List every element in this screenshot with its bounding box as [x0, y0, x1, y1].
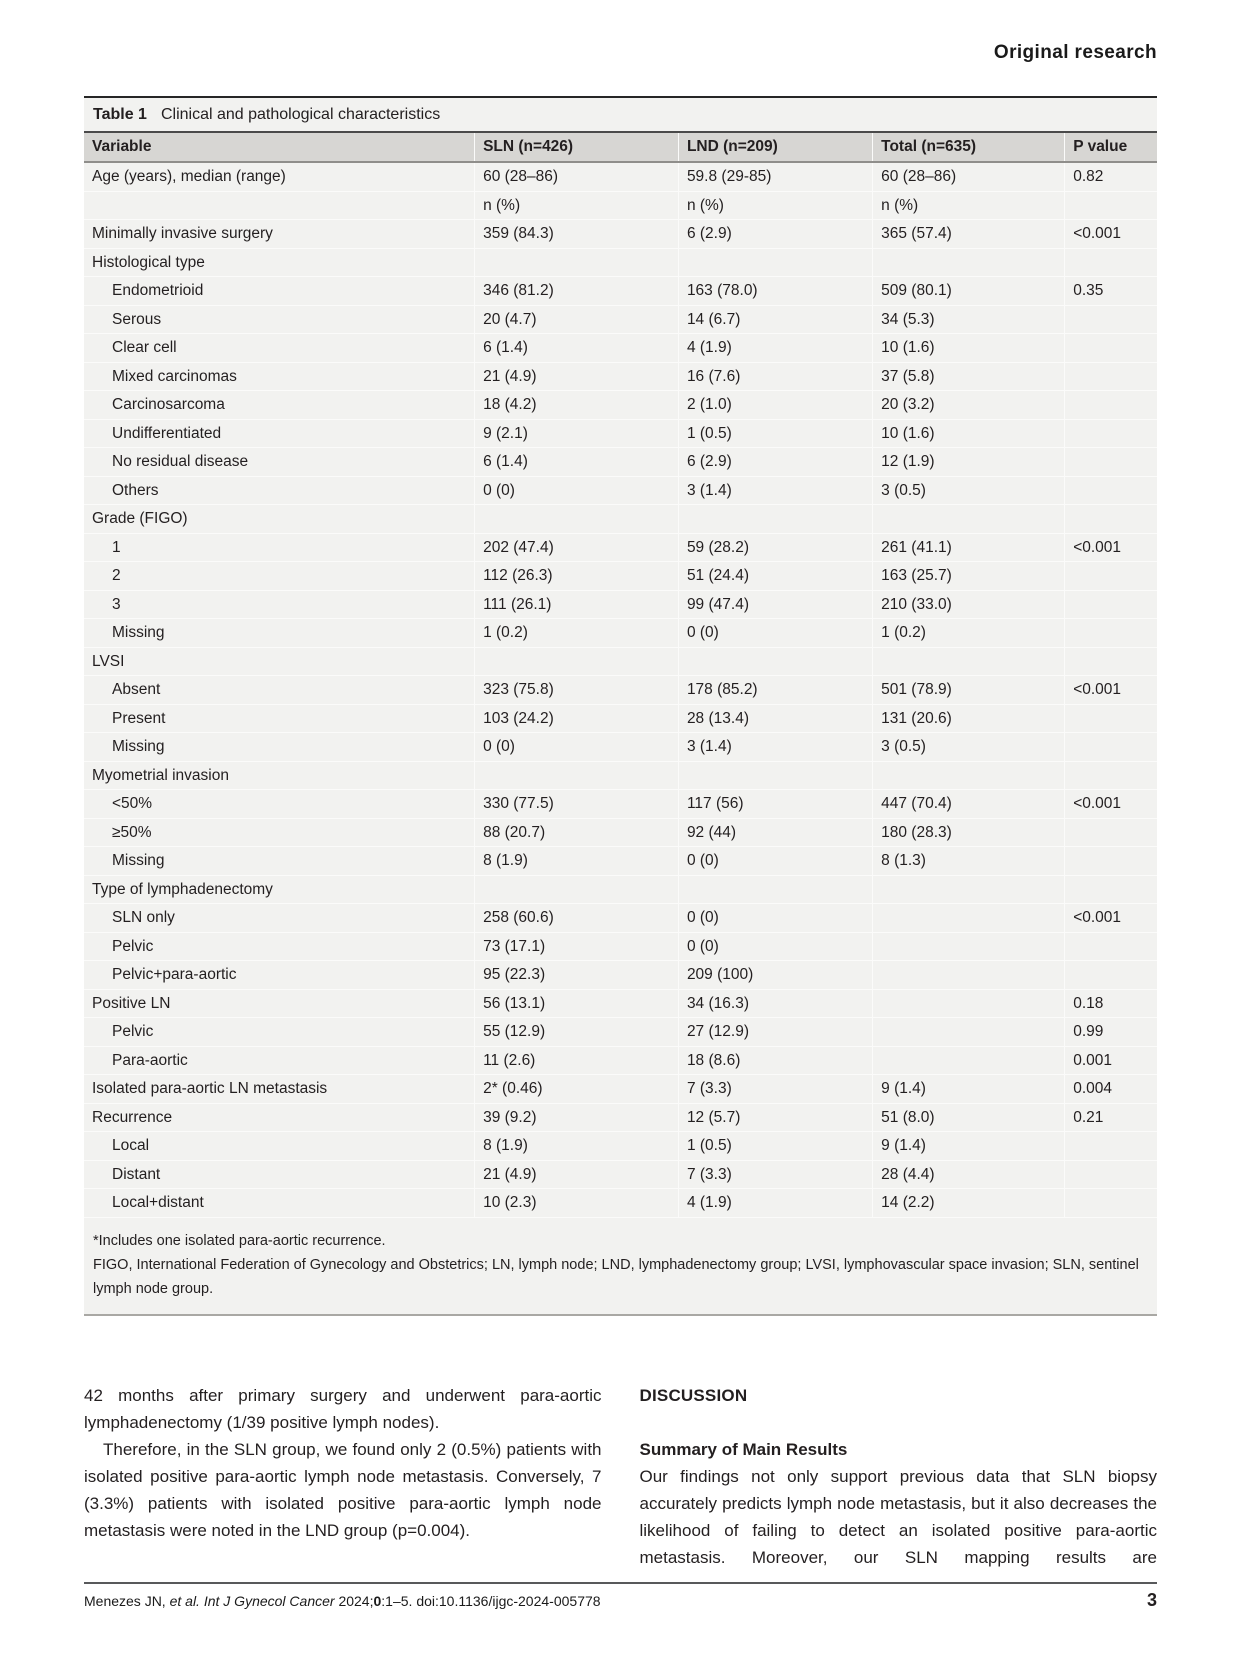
lnd-cell: 3 (1.4)	[678, 733, 872, 762]
pvalue-cell	[1065, 590, 1157, 619]
total-cell: 8 (1.3)	[873, 847, 1065, 876]
variable-cell: Clear cell	[84, 334, 475, 363]
sln-cell: 112 (26.3)	[475, 562, 679, 591]
sln-cell: 9 (2.1)	[475, 419, 679, 448]
variable-cell: Myometrial invasion	[84, 761, 475, 790]
pvalue-cell	[1065, 875, 1157, 904]
variable-cell: Missing	[84, 619, 475, 648]
lnd-cell	[678, 875, 872, 904]
sln-cell: 103 (24.2)	[475, 704, 679, 733]
column-header-lnd: LND (n=209)	[678, 133, 872, 162]
lnd-cell: 6 (2.9)	[678, 220, 872, 249]
left-column	[84, 1382, 602, 1571]
sln-cell: 56 (13.1)	[475, 989, 679, 1018]
sln-cell	[475, 505, 679, 534]
citation-year: 2024;	[334, 1593, 374, 1609]
pvalue-cell: 0.82	[1065, 162, 1157, 191]
pvalue-cell	[1065, 932, 1157, 961]
table-row	[84, 1189, 1157, 1218]
right-column	[640, 1382, 1158, 1571]
summary-subheading: Summary of Main Results	[639, 1440, 848, 1459]
table-footnotes	[84, 1218, 1157, 1316]
pvalue-cell	[1065, 305, 1157, 334]
variable-cell: Isolated para-aortic LN metastasis	[84, 1075, 475, 1104]
lnd-cell: 2 (1.0)	[678, 391, 872, 420]
variable-cell: Grade (FIGO)	[84, 505, 475, 534]
variable-cell	[84, 191, 475, 220]
column-header-variable: Variable	[84, 133, 475, 162]
pvalue-cell	[1065, 191, 1157, 220]
variable-cell: <50%	[84, 790, 475, 819]
table-row	[84, 476, 1157, 505]
total-cell: 10 (1.6)	[873, 334, 1065, 363]
sln-cell: 60 (28–86)	[475, 162, 679, 191]
total-cell: 60 (28–86)	[873, 162, 1065, 191]
sln-cell	[475, 647, 679, 676]
variable-cell: Carcinosarcoma	[84, 391, 475, 420]
sln-cell: 0 (0)	[475, 733, 679, 762]
total-cell	[873, 1046, 1065, 1075]
total-cell	[873, 647, 1065, 676]
sln-cell: 10 (2.3)	[475, 1189, 679, 1218]
total-cell	[873, 505, 1065, 534]
pvalue-cell	[1065, 391, 1157, 420]
pvalue-cell	[1065, 1189, 1157, 1218]
total-cell: 509 (80.1)	[873, 277, 1065, 306]
total-cell	[873, 989, 1065, 1018]
lnd-cell: 0 (0)	[678, 904, 872, 933]
pvalue-cell: 0.001	[1065, 1046, 1157, 1075]
variable-cell: Pelvic+para-aortic	[84, 961, 475, 990]
table-row	[84, 733, 1157, 762]
sln-cell	[475, 875, 679, 904]
lnd-cell: 7 (3.3)	[678, 1075, 872, 1104]
citation-journal: et al. Int J Gynecol Cancer	[169, 1593, 335, 1609]
table-row	[84, 989, 1157, 1018]
lnd-cell	[678, 505, 872, 534]
variable-cell: 1	[84, 533, 475, 562]
sln-cell: 11 (2.6)	[475, 1046, 679, 1075]
sln-cell: 8 (1.9)	[475, 847, 679, 876]
total-cell: 180 (28.3)	[873, 818, 1065, 847]
table-section-row	[84, 875, 1157, 904]
total-cell: 365 (57.4)	[873, 220, 1065, 249]
variable-cell: Pelvic	[84, 1018, 475, 1047]
sln-cell: 330 (77.5)	[475, 790, 679, 819]
sln-cell: 73 (17.1)	[475, 932, 679, 961]
pvalue-cell	[1065, 1160, 1157, 1189]
sln-cell: 2* (0.46)	[475, 1075, 679, 1104]
variable-cell: ≥50%	[84, 818, 475, 847]
pvalue-cell	[1065, 847, 1157, 876]
lnd-cell: 16 (7.6)	[678, 362, 872, 391]
variable-cell: Positive LN	[84, 989, 475, 1018]
sln-cell	[475, 761, 679, 790]
sln-cell: 20 (4.7)	[475, 305, 679, 334]
pvalue-cell	[1065, 818, 1157, 847]
pvalue-cell	[1065, 248, 1157, 277]
pvalue-cell: 0.004	[1065, 1075, 1157, 1104]
variable-cell: Undifferentiated	[84, 419, 475, 448]
sln-cell: 258 (60.6)	[475, 904, 679, 933]
total-cell	[873, 904, 1065, 933]
lnd-cell: 1 (0.5)	[678, 1132, 872, 1161]
total-cell: 37 (5.8)	[873, 362, 1065, 391]
sln-cell: 95 (22.3)	[475, 961, 679, 990]
table-row	[84, 932, 1157, 961]
lnd-cell: 178 (85.2)	[678, 676, 872, 705]
paragraph-summary: Our findings not only support previous data that SLN biopsy accurately predicts lymph node metastasis, but it also decreases the likelihood of failing to detect an isolated positive para-aortic metastasis. Moreover, our SLN mapping results are	[639, 1467, 1157, 1567]
lnd-cell: 18 (8.6)	[678, 1046, 872, 1075]
sln-cell: n (%)	[475, 191, 679, 220]
table-row	[84, 1160, 1157, 1189]
lnd-cell: 34 (16.3)	[678, 989, 872, 1018]
table-section-row	[84, 761, 1157, 790]
body-text	[84, 1382, 1157, 1571]
sln-cell: 21 (4.9)	[475, 1160, 679, 1189]
total-cell: 3 (0.5)	[873, 733, 1065, 762]
lnd-cell	[678, 761, 872, 790]
pvalue-cell: <0.001	[1065, 790, 1157, 819]
total-cell	[873, 961, 1065, 990]
discussion-heading: DISCUSSION	[639, 1386, 748, 1405]
column-header-pvalue: P value	[1065, 133, 1157, 162]
total-cell: 501 (78.9)	[873, 676, 1065, 705]
table-section-row	[84, 248, 1157, 277]
table-caption: Clinical and pathological characteristics	[160, 106, 441, 123]
table-row	[84, 1018, 1157, 1047]
table-row	[84, 191, 1157, 220]
lnd-cell: 59.8 (29-85)	[678, 162, 872, 191]
lnd-cell	[678, 647, 872, 676]
variable-cell: Para-aortic	[84, 1046, 475, 1075]
total-cell: 261 (41.1)	[873, 533, 1065, 562]
table-section-row	[84, 505, 1157, 534]
table-row	[84, 277, 1157, 306]
lnd-cell: 99 (47.4)	[678, 590, 872, 619]
citation	[84, 1593, 601, 1609]
lnd-cell: 7 (3.3)	[678, 1160, 872, 1189]
footnote-abbreviations: FIGO, International Federation of Gynecology and Obstetrics; LN, lymph node; LND, lymphadenectomy group; LVSI, lymphovascular space invasion; SLN, sentinel lymph node group.	[93, 1256, 1139, 1297]
lnd-cell: 4 (1.9)	[678, 1189, 872, 1218]
variable-cell: Others	[84, 476, 475, 505]
footnote-asterisk: *Includes one isolated para-aortic recurrence.	[93, 1232, 386, 1249]
table-row	[84, 1132, 1157, 1161]
pvalue-cell	[1065, 761, 1157, 790]
total-cell	[873, 875, 1065, 904]
table-row	[84, 790, 1157, 819]
table-row	[84, 961, 1157, 990]
total-cell: 447 (70.4)	[873, 790, 1065, 819]
paragraph-therefore: Therefore, in the SLN group, we found only 2 (0.5%) patients with isolated positive para-aortic lymph node metastasis. Conversely, 7 (3.3%) patients with isolated positive para-aortic lymph node metastasis were noted in the LND group (p=0.004).	[84, 1440, 602, 1540]
table-row	[84, 904, 1157, 933]
sln-cell: 39 (9.2)	[475, 1103, 679, 1132]
citation-authors: Menezes JN,	[84, 1593, 170, 1609]
paragraph-continuation: 42 months after primary surgery and underwent para-aortic lymphadenectomy (1/39 positive lymph nodes).	[84, 1386, 602, 1432]
pvalue-cell	[1065, 961, 1157, 990]
variable-cell: Histological type	[84, 248, 475, 277]
variable-cell: Absent	[84, 676, 475, 705]
table-row	[84, 562, 1157, 591]
lnd-cell	[678, 248, 872, 277]
total-cell: 12 (1.9)	[873, 448, 1065, 477]
pvalue-cell: <0.001	[1065, 904, 1157, 933]
sln-cell: 202 (47.4)	[475, 533, 679, 562]
total-cell: 9 (1.4)	[873, 1132, 1065, 1161]
variable-cell: Minimally invasive surgery	[84, 220, 475, 249]
total-cell: n (%)	[873, 191, 1065, 220]
lnd-cell: 209 (100)	[678, 961, 872, 990]
pvalue-cell	[1065, 619, 1157, 648]
variable-cell: Pelvic	[84, 932, 475, 961]
sln-cell: 0 (0)	[475, 476, 679, 505]
lnd-cell: n (%)	[678, 191, 872, 220]
lnd-cell: 51 (24.4)	[678, 562, 872, 591]
variable-cell: Missing	[84, 733, 475, 762]
lnd-cell: 14 (6.7)	[678, 305, 872, 334]
variable-cell: No residual disease	[84, 448, 475, 477]
pvalue-cell: 0.35	[1065, 277, 1157, 306]
pvalue-cell: 0.99	[1065, 1018, 1157, 1047]
table-row	[84, 818, 1157, 847]
total-cell: 10 (1.6)	[873, 419, 1065, 448]
total-cell: 9 (1.4)	[873, 1075, 1065, 1104]
variable-cell: LVSI	[84, 647, 475, 676]
pvalue-cell	[1065, 362, 1157, 391]
table-row	[84, 334, 1157, 363]
sln-cell: 21 (4.9)	[475, 362, 679, 391]
variable-cell: Distant	[84, 1160, 475, 1189]
sln-cell: 18 (4.2)	[475, 391, 679, 420]
table-row	[84, 590, 1157, 619]
pvalue-cell: 0.18	[1065, 989, 1157, 1018]
table-row	[84, 676, 1157, 705]
variable-cell: Missing	[84, 847, 475, 876]
pvalue-cell	[1065, 476, 1157, 505]
sln-cell: 1 (0.2)	[475, 619, 679, 648]
lnd-cell: 117 (56)	[678, 790, 872, 819]
pvalue-cell	[1065, 419, 1157, 448]
pvalue-cell	[1065, 448, 1157, 477]
pvalue-cell	[1065, 334, 1157, 363]
sln-cell: 6 (1.4)	[475, 448, 679, 477]
table-row	[84, 220, 1157, 249]
lnd-cell: 27 (12.9)	[678, 1018, 872, 1047]
variable-cell: 3	[84, 590, 475, 619]
total-cell	[873, 248, 1065, 277]
total-cell: 163 (25.7)	[873, 562, 1065, 591]
lnd-cell: 59 (28.2)	[678, 533, 872, 562]
variable-cell: Present	[84, 704, 475, 733]
pvalue-cell	[1065, 733, 1157, 762]
lnd-cell: 163 (78.0)	[678, 277, 872, 306]
pvalue-cell	[1065, 1132, 1157, 1161]
sln-cell: 359 (84.3)	[475, 220, 679, 249]
table-row	[84, 1046, 1157, 1075]
sln-cell: 55 (12.9)	[475, 1018, 679, 1047]
journal-section-label: Original research	[993, 42, 1157, 63]
table-row	[84, 162, 1157, 191]
table-row	[84, 847, 1157, 876]
table-body	[84, 162, 1157, 1217]
table-row	[84, 391, 1157, 420]
variable-cell: Mixed carcinomas	[84, 362, 475, 391]
total-cell: 14 (2.2)	[873, 1189, 1065, 1218]
pvalue-cell	[1065, 505, 1157, 534]
sln-cell: 8 (1.9)	[475, 1132, 679, 1161]
variable-cell: Local+distant	[84, 1189, 475, 1218]
pvalue-cell: <0.001	[1065, 676, 1157, 705]
total-cell: 34 (5.3)	[873, 305, 1065, 334]
lnd-cell: 0 (0)	[678, 932, 872, 961]
total-cell: 210 (33.0)	[873, 590, 1065, 619]
lnd-cell: 4 (1.9)	[678, 334, 872, 363]
citation-doi: :1–5. doi:10.1136/ijgc-2024-005778	[381, 1593, 601, 1609]
clinical-characteristics-table	[84, 133, 1157, 1218]
table-row	[84, 448, 1157, 477]
table-row	[84, 619, 1157, 648]
total-cell: 3 (0.5)	[873, 476, 1065, 505]
sln-cell: 88 (20.7)	[475, 818, 679, 847]
variable-cell: Age (years), median (range)	[84, 162, 475, 191]
table-row	[84, 1075, 1157, 1104]
variable-cell: Local	[84, 1132, 475, 1161]
lnd-cell: 1 (0.5)	[678, 419, 872, 448]
lnd-cell: 0 (0)	[678, 847, 872, 876]
table-row	[84, 362, 1157, 391]
table-row	[84, 704, 1157, 733]
variable-cell: SLN only	[84, 904, 475, 933]
variable-cell: Endometrioid	[84, 277, 475, 306]
lnd-cell: 12 (5.7)	[678, 1103, 872, 1132]
table-row	[84, 419, 1157, 448]
table-header-row	[84, 133, 1157, 162]
lnd-cell: 28 (13.4)	[678, 704, 872, 733]
table-row	[84, 533, 1157, 562]
pvalue-cell: 0.21	[1065, 1103, 1157, 1132]
table-section-row	[84, 647, 1157, 676]
sln-cell	[475, 248, 679, 277]
lnd-cell: 6 (2.9)	[678, 448, 872, 477]
sln-cell: 323 (75.8)	[475, 676, 679, 705]
pvalue-cell: <0.001	[1065, 533, 1157, 562]
pvalue-cell	[1065, 647, 1157, 676]
column-header-total: Total (n=635)	[873, 133, 1065, 162]
lnd-cell: 0 (0)	[678, 619, 872, 648]
table-row	[84, 305, 1157, 334]
variable-cell: Type of lymphadenectomy	[84, 875, 475, 904]
pvalue-cell	[1065, 562, 1157, 591]
table-number: Table 1	[93, 106, 147, 123]
variable-cell: 2	[84, 562, 475, 591]
pvalue-cell: <0.001	[1065, 220, 1157, 249]
total-cell: 20 (3.2)	[873, 391, 1065, 420]
table-1	[84, 96, 1157, 1316]
citation-volume: 0	[373, 1593, 382, 1609]
variable-cell: Serous	[84, 305, 475, 334]
total-cell: 51 (8.0)	[873, 1103, 1065, 1132]
sln-cell: 346 (81.2)	[475, 277, 679, 306]
table-title	[84, 98, 1157, 133]
lnd-cell: 92 (44)	[678, 818, 872, 847]
total-cell: 131 (20.6)	[873, 704, 1065, 733]
total-cell	[873, 932, 1065, 961]
variable-cell: Recurrence	[84, 1103, 475, 1132]
total-cell	[873, 1018, 1065, 1047]
sln-cell: 6 (1.4)	[475, 334, 679, 363]
pvalue-cell	[1065, 704, 1157, 733]
total-cell	[873, 761, 1065, 790]
total-cell: 1 (0.2)	[873, 619, 1065, 648]
lnd-cell: 3 (1.4)	[678, 476, 872, 505]
column-header-sln: SLN (n=426)	[475, 133, 679, 162]
page-number: 3	[1146, 1590, 1157, 1610]
page-footer	[84, 1582, 1157, 1609]
table-row	[84, 1103, 1157, 1132]
sln-cell: 111 (26.1)	[475, 590, 679, 619]
total-cell: 28 (4.4)	[873, 1160, 1065, 1189]
